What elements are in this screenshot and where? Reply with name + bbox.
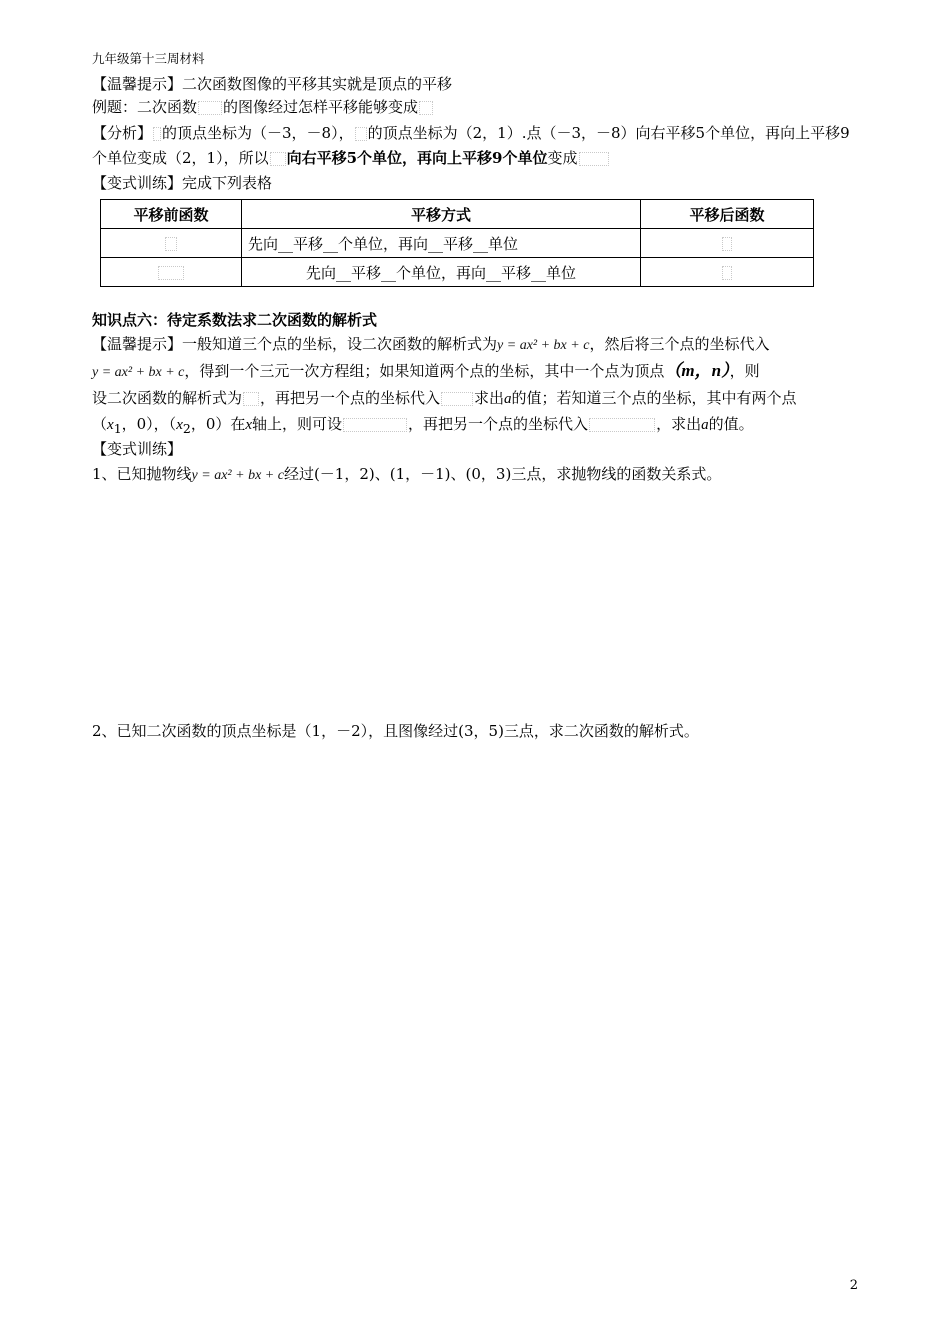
- formula-placeholder: [722, 237, 732, 251]
- table-cell: [641, 229, 814, 258]
- variable-x: x: [245, 417, 253, 433]
- question-text: 1、已知抛物线: [92, 465, 192, 483]
- table-cell: 先向__平移__个单位，再向__平移__单位: [242, 258, 641, 287]
- variable-a: a: [701, 417, 709, 433]
- formula-placeholder: [589, 418, 655, 432]
- general-equation: y = ax² + bx + c: [191, 468, 284, 483]
- tip-label: 【温馨提示】: [92, 335, 183, 353]
- example-middle: 的图像经过怎样平移能够变成: [223, 98, 419, 116]
- analysis-line-1: [92, 122, 850, 144]
- section-tip-line-3: [92, 387, 797, 410]
- exercise-text: 完成下列表格: [182, 174, 273, 192]
- section-text: ，0）在: [190, 415, 246, 433]
- table-cell: [641, 258, 814, 287]
- subscript: 1: [113, 421, 122, 436]
- table-row: [101, 258, 814, 287]
- section-text: ，得到一个三元一次方程组；如果知道两个点的坐标，其中一个点为顶点: [184, 362, 665, 380]
- analysis-bold-text: 向右平移5个单位，再向上平移9个单位: [286, 149, 548, 167]
- table-cell: [101, 258, 242, 287]
- question-2: 2、已知二次函数的顶点坐标是（1，－2），且图像经过(3，5)三点，求二次函数的解析式。: [92, 722, 699, 740]
- formula-placeholder: [243, 392, 259, 406]
- formula-placeholder: [153, 127, 161, 141]
- table-header: 平移方式: [242, 200, 641, 229]
- formula-placeholder: [419, 101, 433, 115]
- section-text: ，0），（: [121, 415, 177, 433]
- formula-placeholder: [343, 418, 407, 432]
- section-text: ，则: [729, 362, 760, 380]
- exercise2-label: 【变式训练】: [92, 440, 183, 458]
- section-tip-line-2: [92, 360, 760, 384]
- analysis-text: 的顶点坐标为（2，1）.点（－3，－8）向右平移5个单位，再向上平移9: [367, 124, 850, 142]
- formula-placeholder: [198, 101, 222, 115]
- formula-placeholder: [355, 127, 367, 141]
- formula-placeholder: [722, 266, 732, 280]
- table-cell: 先向__平移__个单位，再向__平移__单位: [242, 229, 641, 258]
- page-header: 九年级第十三周材料: [92, 51, 205, 66]
- formula-placeholder: [158, 266, 184, 280]
- analysis-text: 个单位变成（2，1），所以: [92, 149, 269, 167]
- question-1: [92, 463, 721, 487]
- table-row: [101, 229, 814, 258]
- question-text: 经过(－1，2)、(1，－1)、(0，3)三点，求抛物线的函数关系式。: [283, 465, 722, 483]
- section-text: 设二次函数的解析式为: [92, 389, 243, 407]
- example-prefix: 例题：二次函数: [92, 98, 198, 116]
- general-equation: y = ax² + bx + c: [497, 338, 590, 353]
- analysis-text: 变成: [547, 149, 578, 167]
- table-header-row: [101, 200, 814, 229]
- general-equation: y = ax² + bx + c: [92, 365, 185, 380]
- section-text: 的值；若知道三个点的坐标，其中有两个点: [511, 389, 797, 407]
- translation-table: [100, 199, 814, 287]
- section-tip-line-1: [92, 333, 769, 357]
- subscript: 2: [182, 421, 191, 436]
- section-text: 轴上，则可设: [252, 415, 343, 433]
- section-text: ，再把另一个点的坐标代入: [260, 389, 441, 407]
- section-text: ，然后将三个点的坐标代入: [589, 335, 770, 353]
- table-header: 平移前函数: [101, 200, 242, 229]
- tip-line: [92, 73, 452, 95]
- section-tip-line-4: [92, 413, 754, 440]
- section-text: ，求出: [656, 415, 702, 433]
- variable-x2: x: [176, 417, 183, 433]
- variable-x1: x: [107, 417, 114, 433]
- section-text: （: [92, 415, 108, 433]
- example-line: [92, 96, 434, 118]
- tip-text: 二次函数图像的平移其实就是顶点的平移: [182, 75, 453, 93]
- exercise-line: [92, 172, 272, 194]
- section-text: 一般知道三个点的坐标，设二次函数的解析式为: [182, 335, 498, 353]
- section-title: 知识点六：待定系数法求二次函数的解析式: [92, 311, 378, 329]
- analysis-line-2: [92, 147, 610, 169]
- tip-label: 【温馨提示】: [92, 75, 183, 93]
- table-cell: [101, 229, 242, 258]
- formula-placeholder: [165, 237, 177, 251]
- section-text: 的值。: [708, 415, 754, 433]
- formula-placeholder: [270, 152, 286, 166]
- vertex-notation: （m，n）: [664, 361, 730, 380]
- analysis-text: 的顶点坐标为（－3，－8），: [162, 124, 354, 142]
- variable-a: a: [504, 391, 512, 407]
- page-number: 2: [849, 1278, 858, 1293]
- formula-placeholder: [579, 152, 609, 166]
- formula-placeholder: [441, 392, 473, 406]
- table-header: 平移后函数: [641, 200, 814, 229]
- section-text: ，再把另一个点的坐标代入: [408, 415, 589, 433]
- exercise-label: 【变式训练】: [92, 174, 183, 192]
- analysis-label: 【分析】: [92, 124, 153, 142]
- section-text: 求出: [474, 389, 505, 407]
